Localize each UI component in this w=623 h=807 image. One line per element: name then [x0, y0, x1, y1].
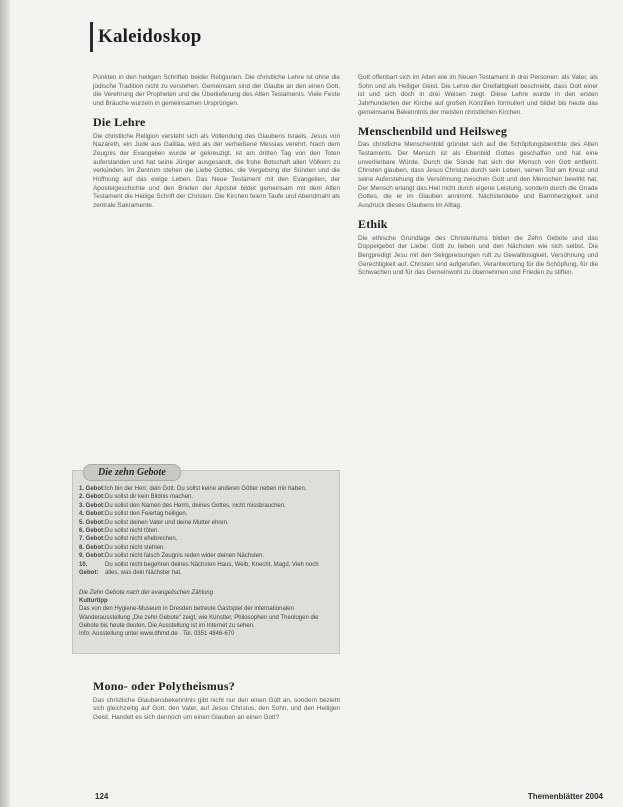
commandment-number: 5. Gebot: — [79, 519, 106, 526]
commandment-number: 4. Gebot: — [79, 511, 106, 518]
section-header — [90, 22, 202, 52]
commandment-number: 8. Gebot: — [79, 544, 106, 551]
commandments-footer — [79, 589, 333, 638]
section-title-ethik: Ethik — [358, 216, 388, 231]
kulturtipp-info: Info: Ausstellung unter www.dhmd.de · Tel. 0351 4846-670 — [79, 631, 235, 638]
commandment-number: 10. Gebot: — [79, 561, 99, 577]
commandment-text: Du sollst nicht stehlen. — [105, 544, 166, 551]
commandment-text: Du sollst den Namen des Herrn, deines Gottes, nicht missbrauchen. — [105, 502, 286, 509]
commandment-text: Du sollst nicht begehren deines Nächsten Haus, Weib, Knecht, Magd, Vieh noch alles, was dein Nächster hat. — [105, 561, 319, 577]
commandments-box — [72, 467, 340, 654]
commandment-number: 1. Gebot: — [79, 486, 106, 492]
header-title: Kaleidoskop — [98, 26, 202, 47]
commandment-text: Du sollst den Feiertag heiligen. — [105, 511, 188, 518]
polytheismus-paragraph: Das christliche Glaubensbekenntnis gibt nicht nur den einen Gott an, sondern bezieht sich gleichzeitig auf Gott, den Vater, auf Jesus Christus, den Sohn, und den Heiligen Geist. Handelt es sich dennoch um einen Glauben an einen Gott? — [93, 696, 340, 722]
commandment-text: Du sollst nicht falsch Zeugnis reden wider deinen Nächsten. — [105, 553, 265, 560]
commandment-text: Du sollst deinen Vater und deine Mutter ehren. — [105, 519, 229, 526]
commandment-row — [79, 519, 333, 527]
page-spine-shadow — [0, 0, 10, 807]
footer-publication: Themenblätter 2004 — [527, 792, 603, 801]
commandment-row — [79, 502, 333, 510]
commandment-number: 7. Gebot: — [79, 536, 106, 543]
left-intro-paragraph: Punkten in den heiligen Schriften beider Religionen. Die christliche Lehre ist ohne die jüdische Tradition nicht zu verstehen. Gemeinsam sind der Glaube an den einen Gott, die Verehrung der Propheten und die Überlieferung des Alten Testaments. Viele Feste und Bräuche wurzeln in gemeinsamen Ursprüngen. — [93, 74, 340, 108]
left-column — [93, 74, 340, 215]
commandment-row — [79, 527, 333, 535]
page-footer — [95, 792, 603, 801]
commandment-row — [79, 535, 333, 543]
lehre-paragraph: Die christliche Religion versteht sich als Vollendung des Glaubens Israels. Jesus von Nazareth, ein Jude aus Galiläa, wird als der verheißene Messias verehrt. Nach dem Zeugnis der Evangelien wurde er gekreuzigt, ist am dritten Tag von den Toten auferstanden und hat seine Jünger ausgesandt, die frohe Botschaft allen Völkern zu verkünden. Im Zentrum stehen die Liebe Gottes, die Vergebung der Sünden und die Hoffnung auf das ewige Leben. Das Neue Testament mit den Evangelien, der Apostelgeschichte und den Briefen der Apostel bildet gemeinsam mit dem Alten Testament die Heilige Schrift der Christen. Die Kirchen feiern Taufe und Abendmahl als zentrale Sakramente. — [93, 132, 340, 210]
commandments-box-tab — [83, 464, 181, 481]
commandments-source: Die Zehn Gebote nach der evangelischen Zählung — [79, 590, 214, 596]
header-bar — [90, 22, 93, 52]
commandment-number: 2. Gebot: — [79, 494, 106, 501]
commandment-row — [79, 544, 333, 552]
commandment-row — [79, 552, 333, 560]
commandment-row — [79, 493, 333, 501]
commandment-text: Ich bin der Herr, dein Gott. Du sollst keine anderen Götter neben mir haben. — [105, 486, 307, 492]
kulturtipp-text: Das von den Hygiene-Museum in Dresden betreute Gastspiel der internationalen Wanderausstellung „Die zehn Gebote“ zeigt, wie Künstler, Philosophen und Theologen die Gebote bis heute deuten. Die Ausstellung ist im Internet zu sehen. — [79, 606, 319, 629]
commandment-number: 6. Gebot: — [79, 528, 106, 535]
commandment-text: Du sollst dir kein Bildnis machen. — [105, 494, 194, 501]
commandments-title: Die zehn Gebote — [98, 467, 166, 478]
section-title-menschenbild: Menschenbild und Heilsweg — [358, 123, 508, 138]
commandment-row — [79, 510, 333, 518]
commandment-row — [79, 561, 333, 578]
right-column — [358, 74, 598, 282]
ethik-paragraph: Die ethische Grundlage des Christentums bilden die Zehn Gebote und das Doppelgebot der Liebe: Gott zu lieben und den Nächsten wie sich selbst. Die Bergpredigt Jesu mit den Seligpreisungen ruft zu Gewaltlosigkeit, Versöhnung und Gerechtigkeit auf. Christen sind aufgerufen, Verantwortung für die Schöpfung, für die Schwachen und für das Gemeinwohl zu übernehmen und Frieden zu stiften. — [358, 234, 598, 277]
section-title-polytheismus: Mono- oder Polytheismus? — [93, 682, 235, 693]
page-number: 124 — [95, 792, 109, 801]
commandment-text: Du sollst nicht ehebrechen. — [105, 536, 178, 543]
kulturtipp-label: Kulturtipp — [79, 598, 108, 605]
commandment-number: 9. Gebot: — [79, 553, 106, 560]
menschenbild-paragraph: Das christliche Menschenbild gründet sich auf die Schöpfungsberichte des Alten Testaments. Der Mensch ist als Ebenbild Gottes geschaffen und hat eine unverlierbare Würde. Durch die Sünde hat sich der Mensch von Gott entfernt. Christen glauben, dass Jesus Christus durch sein Leben, seinen Tod am Kreuz und seine Auferstehung die Versöhnung zwischen Gott und den Menschen bewirkt hat. Der Mensch erlangt das Heil nicht durch eigene Leistung, sondern durch die Gnade Gottes, die er im Glauben annimmt. Nächstenliebe und Barmherzigkeit sind Ausdruck dieses Glaubens im Alltag. — [358, 141, 598, 210]
commandment-row — [79, 485, 333, 493]
commandment-text: Du sollst nicht töten. — [105, 528, 160, 535]
right-intro-paragraph: Gott offenbart sich im Alten wie im Neuen Testament in drei Personen: als Vater, als Sohn und als Heiliger Geist. Die Lehre der Dreifaltigkeit beschreibt, dass Gott einer ist und sich doch in drei Weisen zeigt. Diese Lehre wurde in den ersten Jahrhunderten der Kirche auf großen Konzilien formuliert und bildet bis heute das gemeinsame Bekenntnis der meisten christlichen Kirchen. — [358, 74, 598, 116]
bottom-left-column — [93, 682, 340, 727]
commandment-number: 3. Gebot: — [79, 502, 106, 509]
commandments-list — [79, 485, 333, 577]
section-title-lehre: Die Lehre — [93, 114, 146, 129]
